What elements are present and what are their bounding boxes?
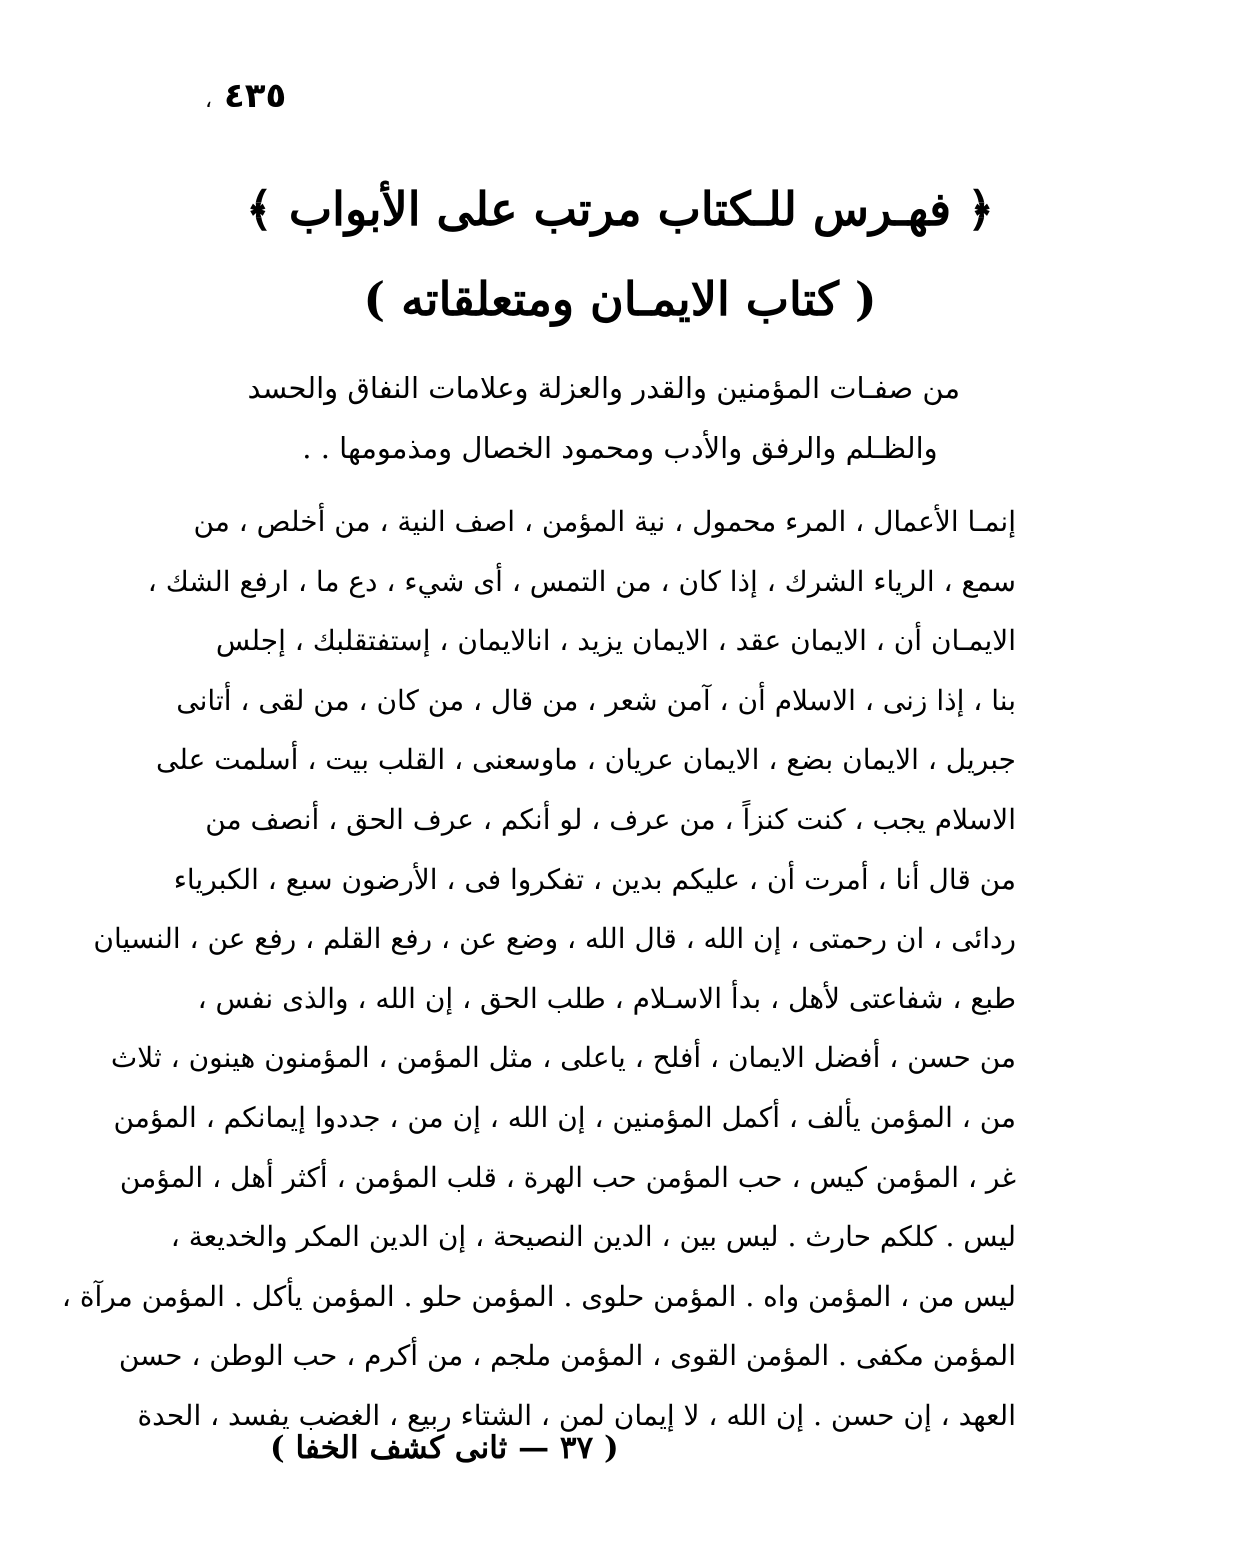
body-line: الاسلام يجب ، كنت كنزاً ، من عرف ، لو أنكم ، عرف الحق ، أنصف من [205,802,1016,836]
page-mark: ، [205,88,213,113]
body-line: المؤمن مكفى . المؤمن القوى ، المؤمن ملجم ، من أكرم ، حب الوطن ، حسن [118,1339,1016,1373]
body-line: سمع ، الرياء الشرك ، إذا كان ، من التمس ، أى شيء ، دع ما ، ارفع الشك ، [147,564,1016,598]
body-line: الايمـان أن ، الايمان عقد ، الايمان يزيد ، انالايمان ، إستفتقلبك ، إجلس [215,624,1016,658]
body-line: غر ، المؤمن كيس ، حب المؤمن حب الهرة ، قلب المؤمن ، أكثر أهل ، المؤمن [119,1160,1016,1194]
signature-footer: ( ٣٧ — ثانى كشف الخفا ) [270,1430,619,1466]
chapter-subtitle [247,358,960,478]
body-line: بنا ، إذا زنى ، الاسلام أن ، آمن شعر ، من قال ، من كان ، من لقى ، أتانى [176,683,1016,717]
body-line: إنمـا الأعمال ، المرء محمول ، نية المؤمن ، اصف النية ، من أخلص ، من [193,505,1016,538]
page-number-value: ٤٣٥ [223,76,287,116]
body-line: ردائى ، ان رحمتى ، إن الله ، قال الله ، وضع عن ، رفع القلم ، رفع عن ، النسيان [93,922,1016,956]
body-line: ليس من ، المؤمن واه . المؤمن حلوى . المؤمن حلو . المؤمن يأكل . المؤمن مرآة ، [61,1279,1016,1313]
index-body [61,492,1016,1446]
body-line: العهد ، إن حسن . إن الله ، لا إيمان لمن ، الشتاء ربيع ، الغضب يفسد ، الحدة [137,1398,1016,1432]
subtitle-line: والظـلم والرفق والأدب ومحمود الخصال ومذمومها . . [302,431,938,465]
book-title: ( كتاب الايمـان ومتعلقاته ) [363,272,877,326]
index-title: ﴿ فهـرس للـكتاب مرتب على الأبواب ﴾ [245,182,995,236]
body-line: ليس . كلكم حارث . ليس بين ، الدين النصيحة ، إن الدين المكر والخديعة ، [170,1220,1016,1254]
body-line: طبع ، شفاعتى لأهل ، بدأ الاسـلام ، طلب الحق ، إن الله ، والذى نفس ، [197,981,1016,1015]
body-line: من قال أنا ، أمرت أن ، عليكم بدين ، تفكروا فى ، الأرضون سبع ، الكبرياء [173,862,1016,896]
page-number [205,76,286,116]
subtitle-line: من صفـات المؤمنين والقدر والعزلة وعلامات النفاق والحسد [247,371,960,405]
body-line: من حسن ، أفضل الايمان ، أفلح ، ياعلى ، مثل المؤمن ، المؤمنون هينون ، ثلاث [110,1041,1016,1075]
body-line: من ، المؤمن يألف ، أكمل المؤمنين ، إن الله ، إن من ، جددوا إيمانكم ، المؤمن [113,1100,1016,1134]
body-line: جبريل ، الايمان بضع ، الايمان عريان ، ماوسعنى ، القلب بيت ، أسلمت على [156,743,1016,777]
